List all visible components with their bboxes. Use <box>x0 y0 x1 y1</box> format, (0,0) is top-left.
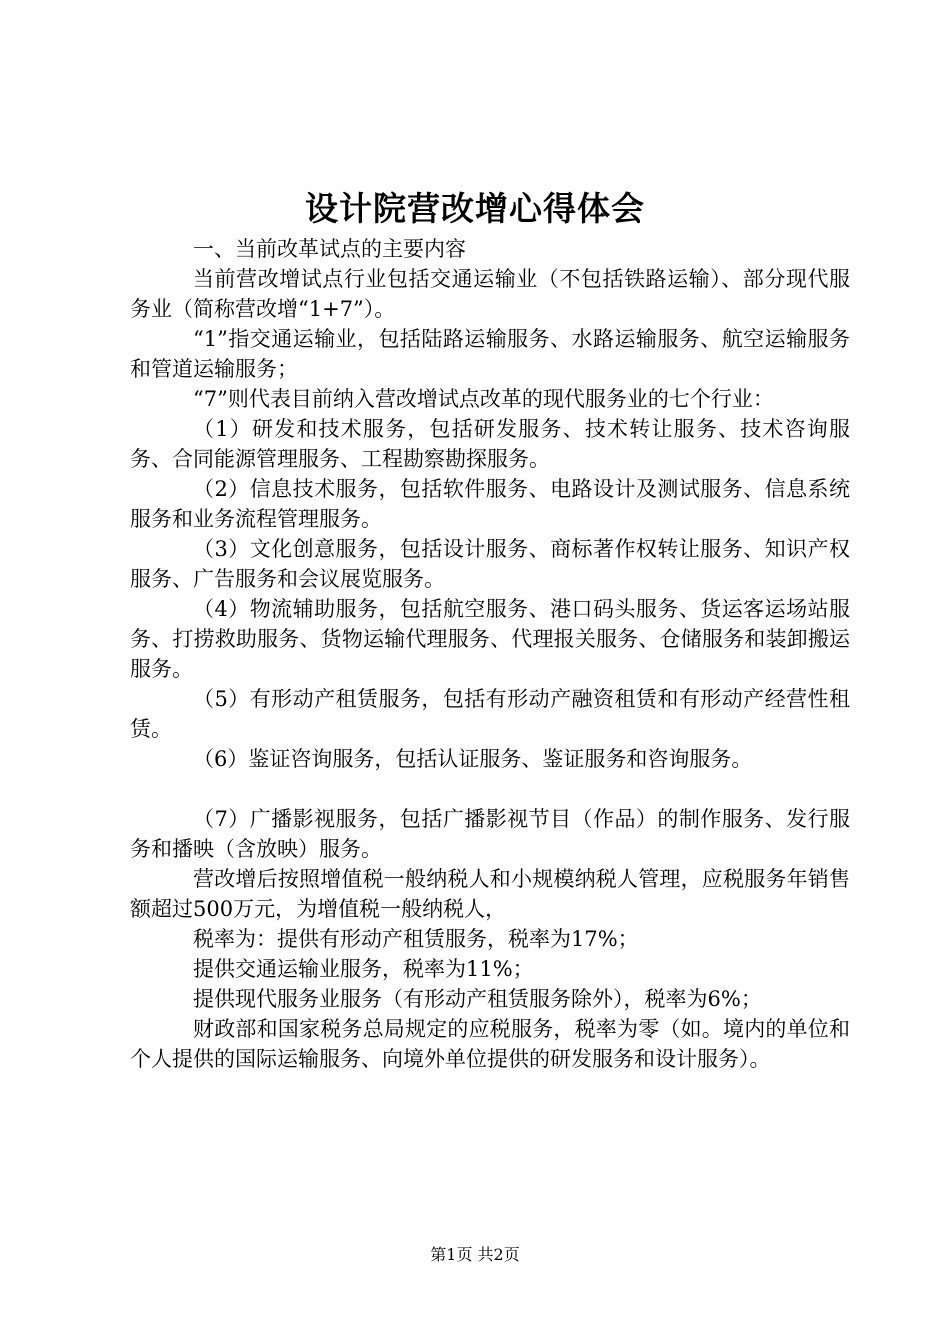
document-title: 设计院营改增心得体会 <box>305 189 645 228</box>
list-item: （7）广播影视服务，包括广播影视节目（作品）的制作服务、发行服务和播映（含放映）服务。 <box>130 807 850 861</box>
paragraph: “7”则代表目前纳入营改增试点改革的现代服务业的七个行业： <box>193 387 774 411</box>
paragraph: 当前营改增试点行业包括交通运输业（不包括铁路运输）、部分现代服务业（简称营改增“1+7”）。 <box>130 267 850 321</box>
list-item: （1）研发和技术服务，包括研发服务、技术转让服务、技术咨询服务、合同能源管理服务、工程勘察勘探服务。 <box>130 417 850 471</box>
paragraph: 提供现代服务业服务（有形动产租赁服务除外），税率为6%； <box>193 987 762 1011</box>
list-item: （4）物流辅助服务，包括航空服务、港口码头服务、货运客运场站服务、打捞救助服务、货物运输代理服务、代理报关服务、仓储服务和装卸搬运服务。 <box>130 597 850 681</box>
document-body <box>130 234 850 1074</box>
paragraph: 税率为：提供有形动产租赁服务，税率为17%； <box>193 927 639 951</box>
section-heading: 一、当前改革试点的主要内容 <box>193 237 466 261</box>
list-item: （5）有形动产租赁服务，包括有形动产融资租赁和有形动产经营性租赁。 <box>130 687 850 741</box>
paragraph: 提供交通运输业服务，税率为11%； <box>193 957 534 981</box>
list-item: （3）文化创意服务，包括设计服务、商标著作权转让服务、知识产权服务、广告服务和会议展览服务。 <box>130 537 850 591</box>
paragraph: “1”指交通运输业，包括陆路运输服务、水路运输服务、航空运输服务和管道运输服务； <box>130 327 850 381</box>
paragraph: 财政部和国家税务总局规定的应税服务，税率为零（如。境内的单位和个人提供的国际运输服务、向境外单位提供的研发服务和设计服务）。 <box>130 1017 850 1071</box>
paragraph: 营改增后按照增值税一般纳税人和小规模纳税人管理，应税服务年销售额超过500万元，为增值税一般纳税人， <box>130 867 850 921</box>
list-item: （6）鉴证咨询服务，包括认证服务、鉴证服务和咨询服务。 <box>193 747 753 771</box>
list-item: （2）信息技术服务，包括软件服务、电路设计及测试服务、信息系统服务和业务流程管理服务。 <box>130 477 850 531</box>
page-number: 第1页 共2页 <box>430 1245 520 1264</box>
